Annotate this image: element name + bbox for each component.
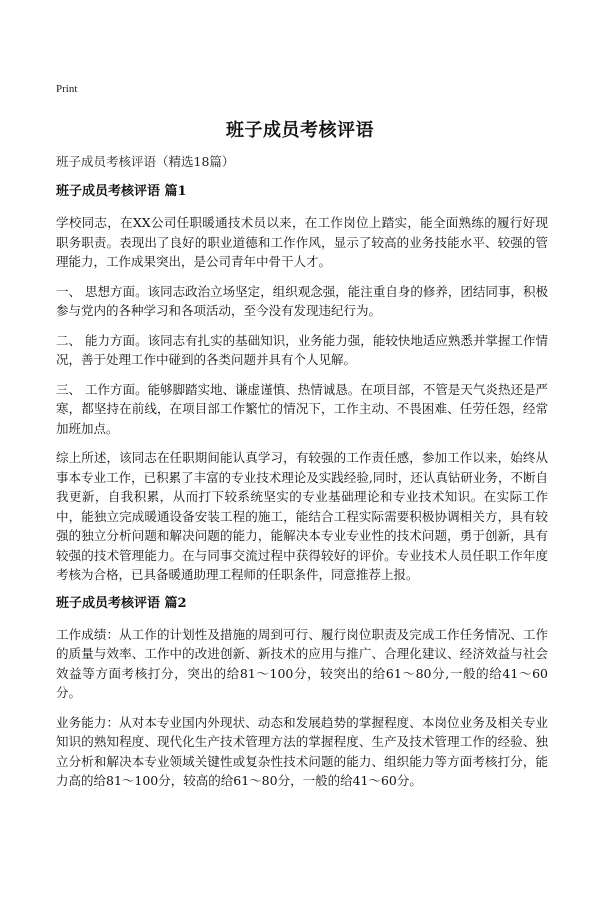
document-body: [56, 183, 548, 801]
page-subtitle: 班子成员考核评语（精选18篇）: [56, 154, 235, 169]
paragraph: 业务能力：从对本专业国内外现状、动态和发展趋势的掌握程度、本岗位业务及相关专业知识的熟知程度、现代化生产技术管理方法的掌握程度、生产及技术管理工作的经验、独立分析和解决本专业领域关键性或复杂性技术问题的能力、组织能力等方面考核打分，能力高的给81～100分，较高的给61～80分，一般的给41～60分。: [56, 714, 548, 788]
paragraph: 学校同志，在XX公司任职暖通技术员以来，在工作岗位上踏实，能全面熟练的履行好现职务职责。表现出了良好的职业道德和工作作风，显示了较高的业务技能水平、较强的管理能力，工作成果突出，是公司青年中骨干人才。: [56, 215, 548, 269]
page-title: 班子成员考核评语: [226, 120, 374, 141]
section-heading: 班子成员考核评语 篇1: [56, 184, 187, 199]
section-heading: 班子成员考核评语 篇2: [56, 595, 187, 611]
paragraph: 一、 思想方面。该同志政治立场坚定，组织观念强，能注重自身的修养，团结同事，积极参与党内的各种学习和各项活动，至今没有发现违纪行为。: [56, 283, 548, 318]
print-link[interactable]: Print: [56, 83, 78, 95]
paragraph: 三、 工作方面。能够脚踏实地、谦虚谨慎、热情诚恳。在项目部，不管是天气炎热还是严寒，都坚持在前线，在项目部工作繁忙的情况下，工作主动、不畏困难、任劳任怨，经常加班加点。: [56, 381, 548, 436]
paragraph: 综上所述，该同志在任职期间能认真学习，有较强的工作责任感，参加工作以来，始终从事本专业工作，已积累了丰富的专业技术理论及实践经验,同时，还认真钻研业务，不断自我更新，自我积累，从而打下较系统坚实的专业基础理论和专业技术知识。在实际工作中，能独立完成暖通设备安装工程的施工，能结合工程实际需要积极协调相关方，具有较强的独立分析问题和解决问题的能力，能解决本专业专业性的技术问题，勇于创新，具有较强的技术管理能力。在与同事交流过程中获得较好的评价。专业技术人员任职工作年度考核为合格，已具备暖通助理工程师的任职条件，同意推荐上报。: [56, 450, 548, 582]
paragraph: 二、 能力方面。该同志有扎实的基础知识，业务能力强，能较快地适应熟悉并掌握工作情况，善于处理工作中碰到的各类问题并具有个人见解。: [56, 332, 548, 367]
paragraph: 工作成绩：从工作的计划性及措施的周到可行、履行岗位职责及完成工作任务情况、工作的质量与效率、工作中的改进创新、新技术的应用与推广、合理化建议、经济效益与社会效益等方面考核打分，突出的给81～100分，较突出的给61～80分,一般的给41～60分。: [56, 626, 548, 700]
